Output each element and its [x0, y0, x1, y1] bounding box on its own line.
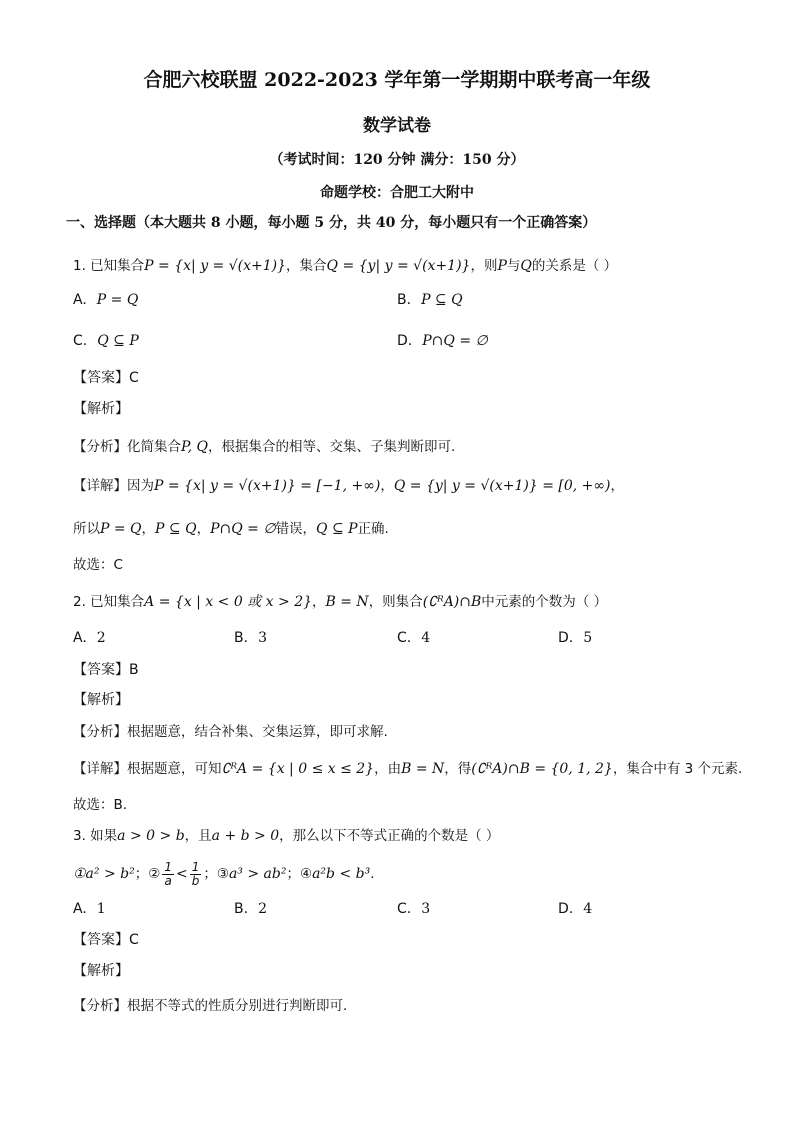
- detail-text: 因为: [127, 478, 154, 494]
- detail-math: P = {x| y = √(x+1)} = [−1, +∞): [154, 478, 381, 494]
- q2-option-c: [397, 628, 430, 648]
- fenxi-text: 化简集合: [127, 439, 181, 455]
- q1-p: P: [497, 258, 507, 274]
- q2-option-d: [558, 628, 592, 648]
- option-letter: A.: [73, 901, 87, 917]
- q1-option-a: [73, 290, 138, 310]
- conc-text: ，: [141, 521, 156, 537]
- q1-option-b: [397, 290, 463, 310]
- frac-den: b: [191, 873, 200, 888]
- q1-analysis-tag: 【解析】: [73, 401, 129, 417]
- q1-stem-c: ，则: [470, 258, 498, 274]
- answer-value: C: [129, 932, 139, 948]
- frac-num: 1: [191, 859, 200, 874]
- q3-fraction: [162, 861, 174, 888]
- fenxi-tag: 【分析】: [73, 724, 127, 740]
- q3-stem-text: 3. 如果: [73, 828, 118, 844]
- answer-value: C: [129, 370, 139, 386]
- q2-expr: (∁ᴿA)∩B: [422, 594, 482, 610]
- q2-stem-text: 中元素的个数为（ ）: [481, 594, 608, 610]
- fenxi-math: P, Q: [181, 439, 208, 455]
- q3-cond: a + b > 0: [211, 828, 280, 844]
- option-letter: D.: [558, 630, 574, 646]
- q1-stem-e: 的关系是（ ）: [531, 258, 618, 274]
- option-letter: B.: [234, 901, 249, 917]
- q3-stem-text: ，那么以下不等式正确的个数是（ ）: [279, 828, 500, 844]
- q3-item: a²b < b³: [312, 866, 371, 882]
- fenxi-text: ，根据集合的相等、交集、子集判断即可.: [207, 439, 456, 455]
- option-value: 1: [96, 901, 106, 917]
- q3-option-d: [558, 899, 592, 919]
- q2-stem-text: ，: [312, 594, 326, 610]
- q1-choose: 故选：C: [73, 557, 123, 573]
- q1-q: Q: [520, 258, 532, 274]
- option-expr: P = Q: [96, 292, 139, 308]
- option-value: 3: [258, 630, 267, 646]
- option-value: 5: [583, 630, 593, 646]
- q3-item: a³ > ab²: [228, 866, 287, 882]
- conc-math: P = Q: [100, 521, 142, 537]
- exam-title: 合肥六校联盟 2022-2023 学年第一学期期中联考高一年级: [143, 69, 651, 91]
- exam-info: （考试时间：120 分钟 满分：150 分）: [269, 152, 525, 168]
- detail-text: ，集合中有 3 个元素.: [612, 761, 743, 777]
- option-letter: B.: [397, 292, 412, 308]
- q2-analysis-tag: 【解析】: [73, 692, 129, 708]
- option-letter: D.: [558, 901, 574, 917]
- q3-option-b: [234, 899, 267, 919]
- option-expr: P∩Q = ∅: [422, 333, 488, 349]
- q2-stem-text: ，则集合: [368, 594, 423, 610]
- q3-answer: [73, 930, 139, 950]
- frac-num: 1: [164, 859, 172, 874]
- option-letter: B.: [234, 630, 249, 646]
- detail-math: ∁ᴿA = {x | 0 ≤ x ≤ 2}: [221, 761, 375, 777]
- q2-set-a: A = {x | x < 0 或 x > 2}: [144, 594, 313, 610]
- q2-stem-text: 2. 已知集合: [73, 594, 145, 610]
- q3-sep: ；②: [134, 866, 161, 882]
- q3-option-c: [397, 899, 430, 919]
- conc-text: 错误，: [275, 521, 317, 537]
- answer-tag: 【答案】: [73, 662, 129, 678]
- q3-items: [73, 860, 375, 888]
- detail-text: ，得: [444, 761, 472, 777]
- detail-tag: 【详解】: [73, 478, 127, 494]
- conc-math: P ⊆ Q: [155, 521, 197, 537]
- q1-fenxi: [73, 437, 455, 457]
- q1-conclusion: [73, 519, 389, 539]
- detail-text: ，: [380, 478, 394, 494]
- q1-set-p: P = {x| y = √(x+1)}: [144, 258, 287, 274]
- option-value: 2: [258, 901, 267, 917]
- q3-cond: a > 0 > b: [117, 828, 185, 844]
- q3-fraction: [190, 861, 202, 888]
- q1-option-d: [397, 331, 488, 351]
- option-letter: A.: [73, 630, 87, 646]
- question-3-stem: [73, 826, 499, 846]
- question-2-stem: [73, 592, 607, 612]
- detail-math: (∁ᴿA)∩B = {0, 1, 2}: [471, 761, 613, 777]
- q1-stem-a: 1. 已知集合: [73, 258, 145, 274]
- q3-sep: .: [370, 866, 375, 882]
- option-expr: Q ⊆ P: [97, 333, 139, 349]
- frac-den: a: [164, 873, 172, 888]
- q2-detail: [73, 759, 742, 779]
- q3-op: <: [175, 866, 188, 882]
- option-letter: C.: [397, 630, 412, 646]
- q2-choose: 故选：B.: [73, 797, 128, 813]
- option-expr: P ⊆ Q: [421, 292, 463, 308]
- detail-text: 根据题意，可知: [127, 761, 222, 777]
- q1-option-c: [73, 331, 139, 351]
- option-letter: C.: [73, 333, 88, 349]
- fenxi-tag: 【分析】: [73, 439, 127, 455]
- option-value: 3: [421, 901, 431, 917]
- q1-detail: [73, 476, 624, 496]
- q1-stem-d: 与: [506, 258, 521, 274]
- answer-tag: 【答案】: [73, 932, 129, 948]
- q3-sep: ；④: [286, 866, 313, 882]
- q2-fenxi: [73, 722, 388, 742]
- q3-fenxi: [73, 996, 357, 1016]
- detail-tag: 【详解】: [73, 761, 127, 777]
- answer-tag: 【答案】: [73, 370, 129, 386]
- conc-text: ，: [196, 521, 211, 537]
- conc-math: Q ⊆ P: [316, 521, 358, 537]
- q2-option-a: [73, 628, 106, 648]
- q1-set-q: Q = {y| y = √(x+1)}: [326, 258, 471, 274]
- conc-text: 正确.: [357, 521, 389, 537]
- fenxi-text: 根据不等式的性质分别进行判断即可．: [127, 998, 357, 1014]
- option-value: 4: [421, 630, 431, 646]
- section-heading: 一、选择题（本大题共 8 小题，每小题 5 分，共 40 分，每小题只有一个正确答案）: [66, 215, 597, 231]
- q1-answer: [73, 368, 139, 388]
- fenxi-tag: 【分析】: [73, 998, 127, 1014]
- detail-text: ，: [610, 478, 625, 494]
- conc-math: P∩Q = ∅: [210, 521, 276, 537]
- q3-stem-text: ，且: [184, 828, 212, 844]
- q2-answer: [73, 660, 139, 680]
- detail-math: Q = {y| y = √(x+1)} = [0, +∞): [393, 478, 611, 494]
- q2-set-b: B = N: [325, 594, 369, 610]
- question-1-stem: [73, 256, 617, 276]
- conc-text: 所以: [73, 521, 100, 537]
- q3-item: ①a² > b²: [73, 866, 135, 882]
- q3-sep: ；③: [203, 866, 229, 882]
- option-value: 4: [583, 901, 593, 917]
- q2-option-b: [234, 628, 267, 648]
- q3-analysis-tag: 【解析】: [73, 963, 129, 979]
- detail-math: B = N: [401, 761, 445, 777]
- q3-option-a: [73, 899, 106, 919]
- detail-text: ，由: [374, 761, 402, 777]
- option-letter: C.: [397, 901, 412, 917]
- option-value: 2: [96, 630, 106, 646]
- exam-school: 命题学校：合肥工大附中: [320, 185, 474, 201]
- fenxi-text: 根据题意，结合补集、交集运算，即可求解.: [127, 724, 388, 740]
- exam-subtitle: 数学试卷: [363, 116, 431, 136]
- answer-value: B: [129, 662, 139, 678]
- q1-stem-b: ，集合: [286, 258, 327, 274]
- option-letter: D.: [397, 333, 413, 349]
- option-letter: A.: [73, 292, 87, 308]
